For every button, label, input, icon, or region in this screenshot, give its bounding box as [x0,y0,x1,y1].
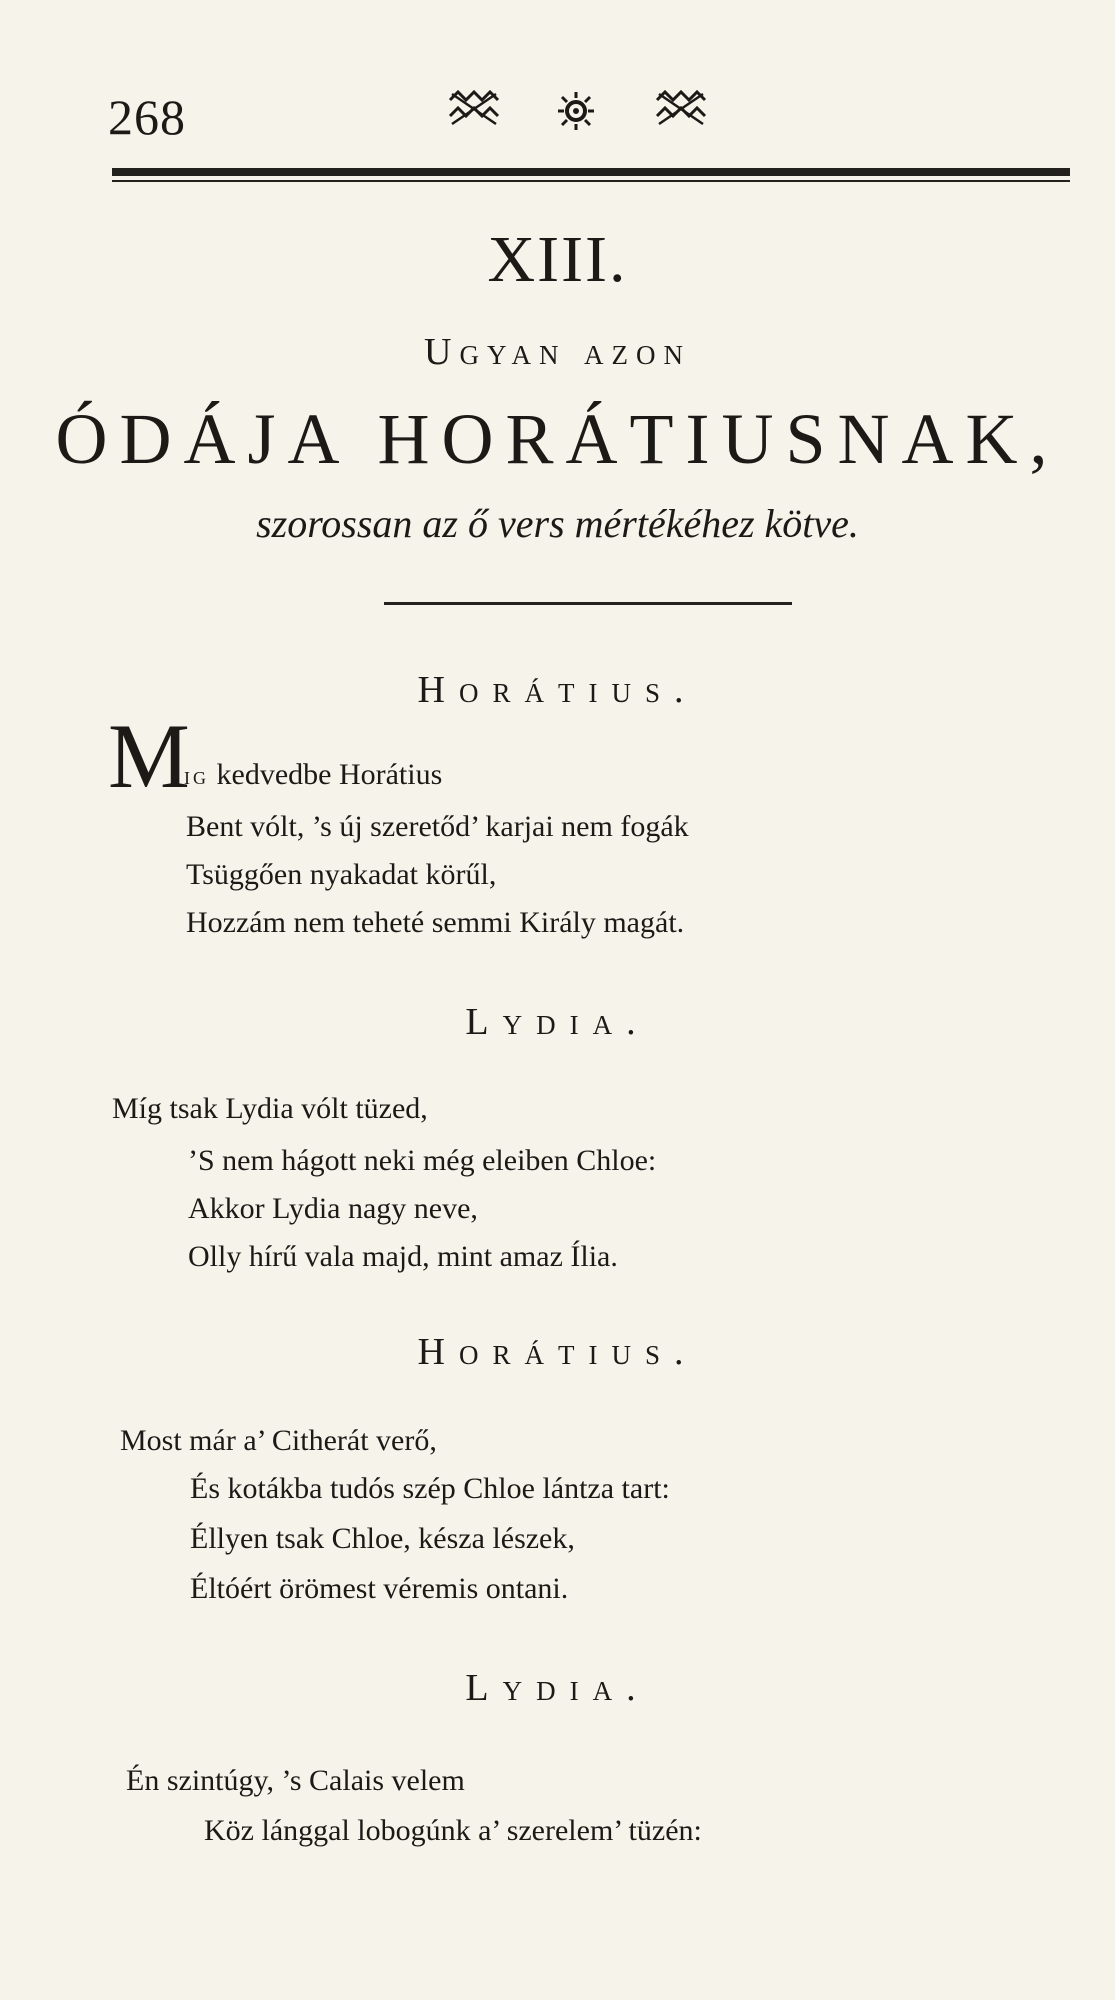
section-numeral: XIII. [487,223,628,296]
header-rule-thin [112,180,1070,182]
verse-line: Éltóért örömest véremis ontani. [190,1572,569,1605]
verse-line: Köz lánggal lobogúnk a’ szerelem’ tüzén: [204,1814,702,1847]
speaker-heading: Horátius. [417,669,698,711]
verse-line: Hozzám nem teheté semmi Király magát. [186,906,685,939]
small-caps-lead: ig [184,761,209,790]
page-number: 268 [108,89,186,145]
header-rule [112,168,1070,176]
speaker-heading: Horátius. [417,1331,698,1373]
title-divider [384,602,792,605]
verse-line: Tsüggően nyakadat körűl, [186,858,497,891]
verse-line: Éllyen tsak Chloe, késza lészek, [190,1522,575,1555]
verse-line: Olly hírű vala majd, mint amaz Ília. [188,1240,618,1273]
verse-line: Akkor Lydia nagy neve, [188,1192,478,1225]
drop-cap: M [108,705,190,807]
verse-line-text: kedvedbe Horátius [216,758,443,791]
verse-line: Most már a’ Citherát verő, [120,1424,437,1457]
verse-line: Bent vólt, ’s új szeretőd’ karjai nem fogák [186,810,689,843]
verse-line: ’S nem hágott neki még eleiben Chloe: [188,1144,657,1177]
verse-line [184,758,442,792]
title-preface: Ugyan azon [424,331,691,373]
page-title: ÓDÁJA HORÁTIUSNAK, [55,399,1060,479]
page-header [0,0,1115,180]
crossed-zigzag-ornament-icon [448,90,502,128]
verse-line: Én szintúgy, ’s Calais velem [126,1764,465,1797]
speaker-heading: Lydia. [465,1667,650,1709]
verse-line: Míg tsak Lydia vólt tüzed, [112,1092,428,1125]
verse-line: És kotákba tudós szép Chloe lántza tart: [190,1472,670,1505]
crossed-zigzag-ornament-icon [655,90,709,128]
star-rosette-ornament-icon [552,90,600,132]
speaker-heading: Lydia. [465,1001,650,1043]
title-subtitle: szorossan az ő vers mértékéhez kötve. [256,501,859,546]
